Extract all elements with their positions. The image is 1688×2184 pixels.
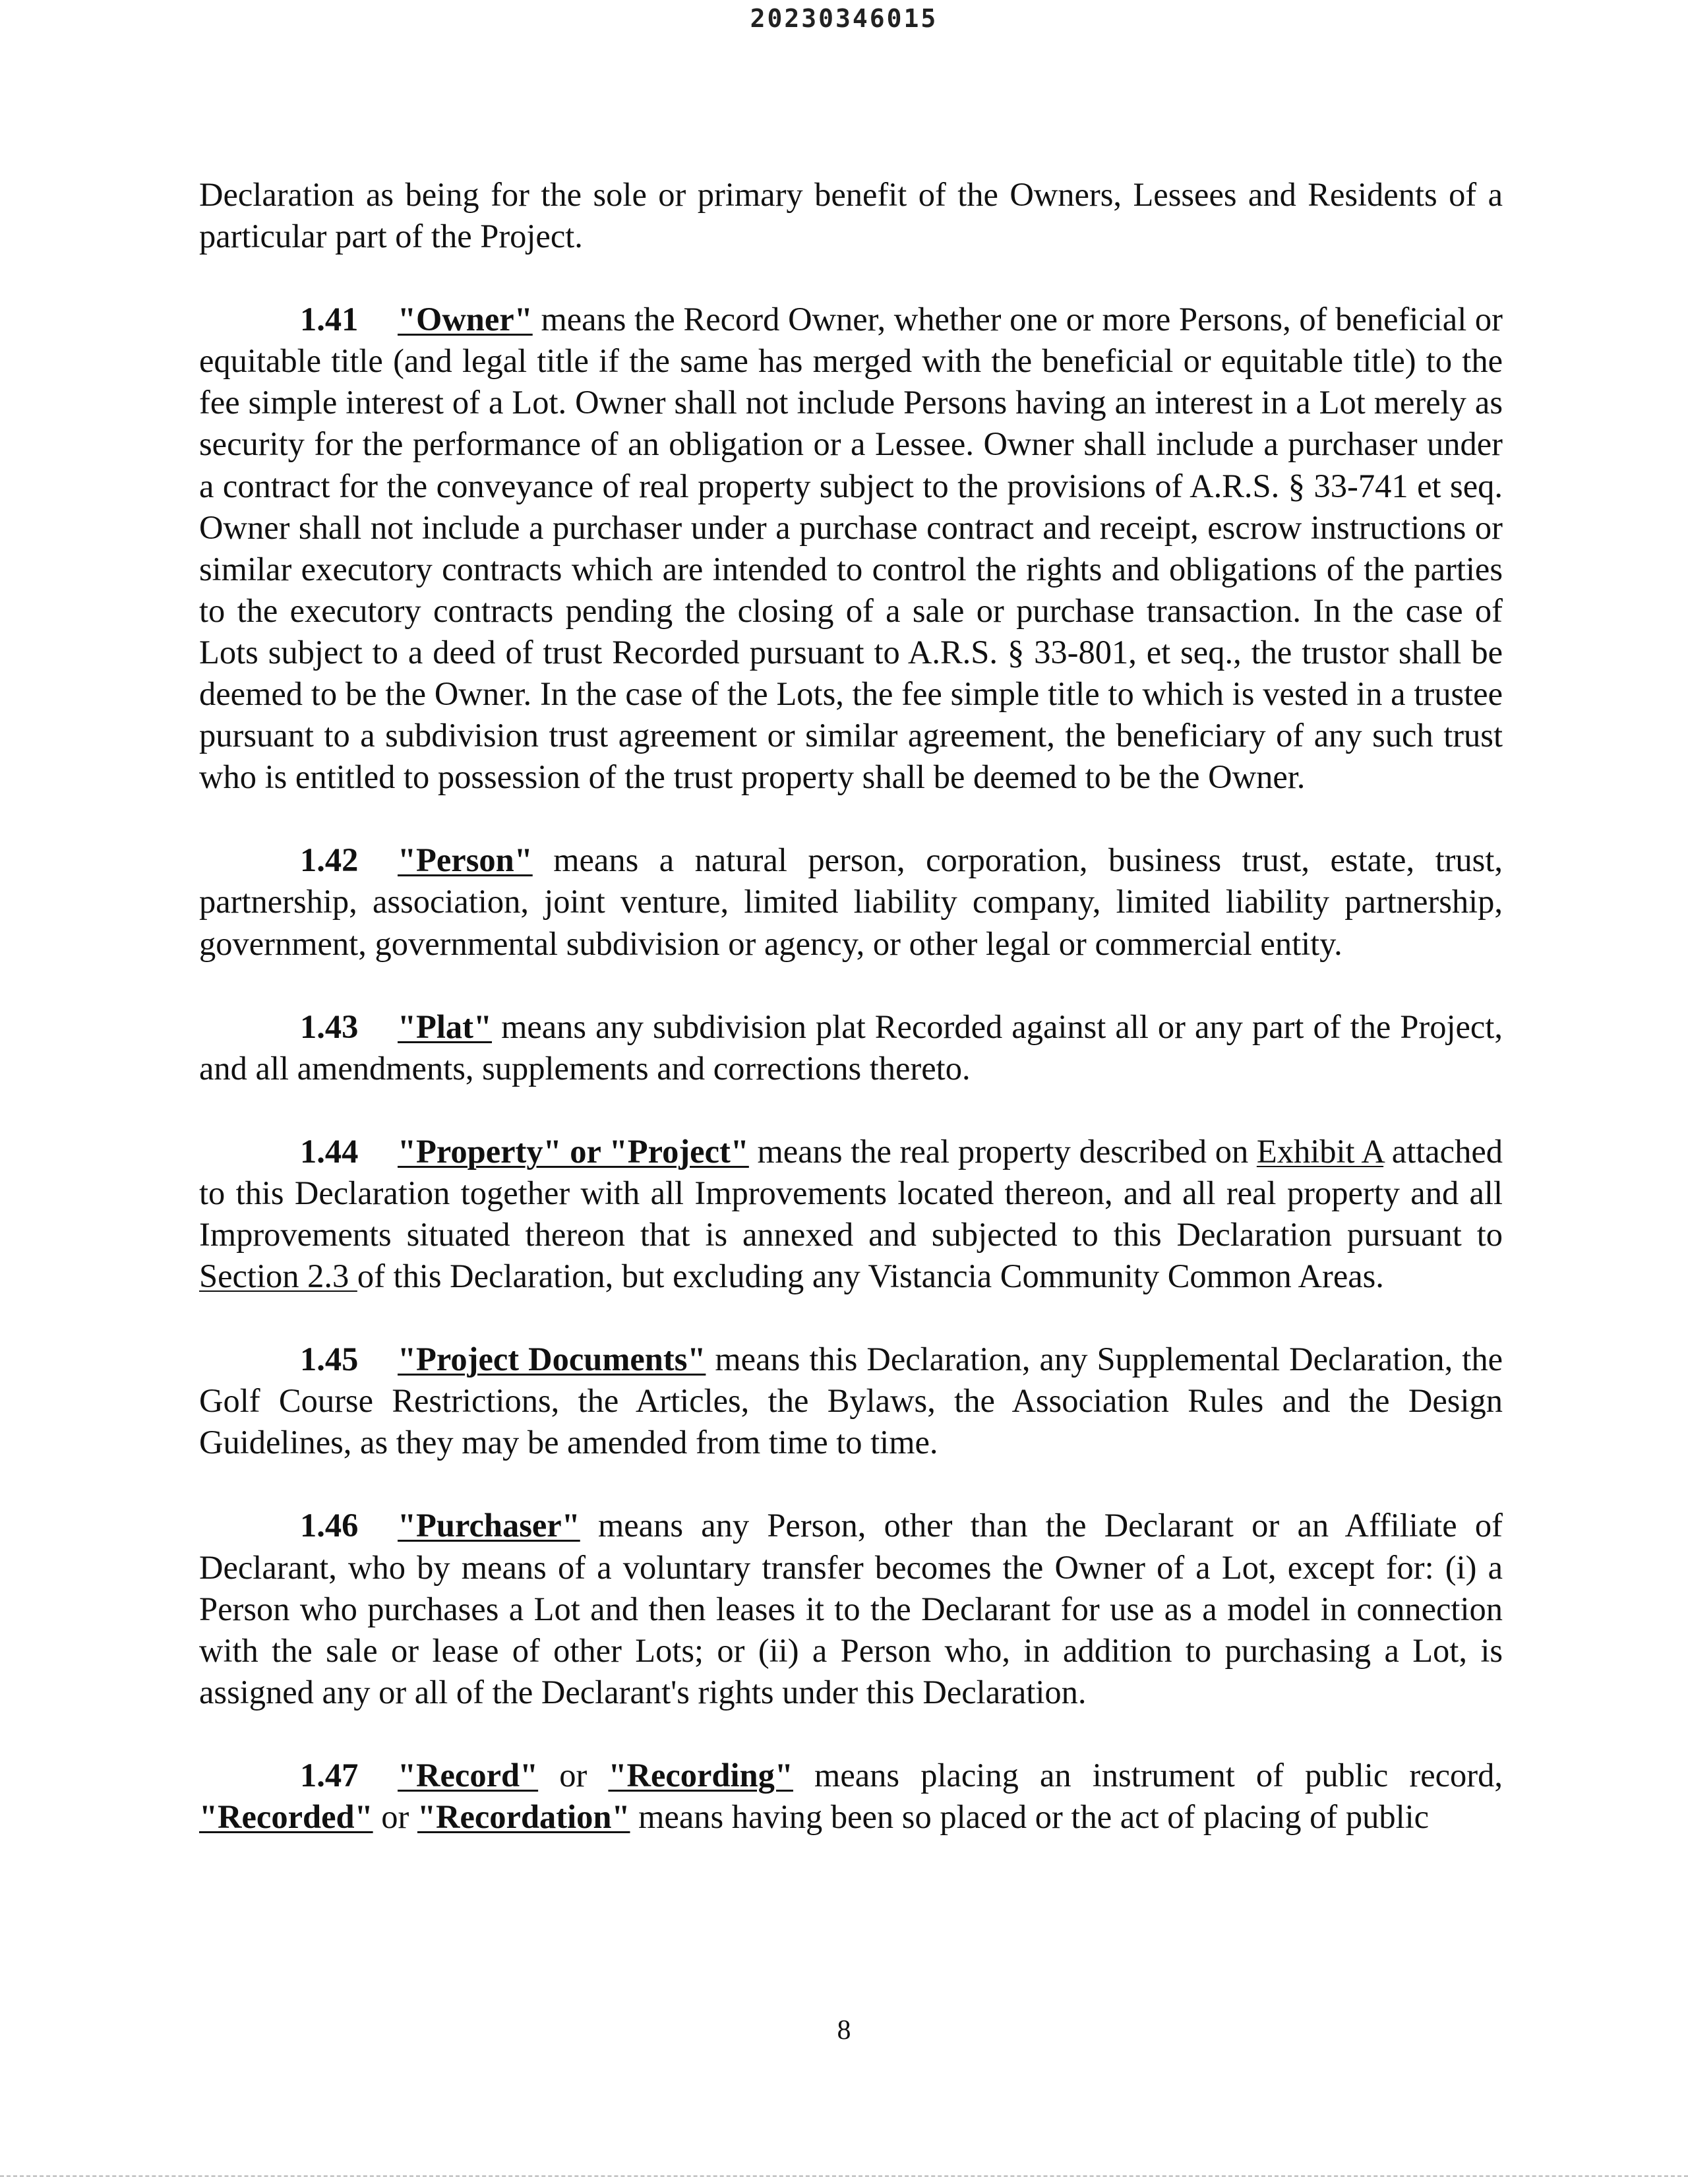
section-1-43 <box>199 1006 1503 1089</box>
section-number: 1.44 <box>300 1132 359 1170</box>
section-text: means any subdivision plat Recorded against all or any part of the Project, and all amendments, supplements and corrections thereto. <box>199 1008 1503 1087</box>
defined-term-recordation: "Recordation" <box>417 1798 630 1835</box>
section-text: means any Person, other than the Declarant or an Affiliate of Declarant, who by means of a voluntary transfer becomes the Owner of a Lot, except for: (i) a Person who purchases a Lot and then leases it to the Declarant for use as a model in connection with the sale or lease of other Lots; or (ii) a Person who, in addition to purchasing a Lot, is assigned any or all of the Declarant's rights under this Declaration. <box>199 1507 1503 1711</box>
section-text: or <box>373 1798 417 1835</box>
section-1-42 <box>199 839 1503 964</box>
section-text: of this Declaration, but excluding any Vistancia Community Common Areas. <box>357 1258 1384 1295</box>
document-recording-number: 20230346015 <box>750 4 938 33</box>
section-text: means placing an instrument of public record, <box>793 1756 1503 1794</box>
defined-term-project-documents: "Project Documents" <box>398 1341 706 1378</box>
section-number: 1.41 <box>300 301 359 338</box>
section-text: means having been so placed or the act of placing of public <box>630 1798 1430 1835</box>
defined-term-owner: "Owner" <box>398 301 533 338</box>
continuation-paragraph: Declaration as being for the sole or primary benefit of the Owners, Lessees and Residents of a particular part of the Project. <box>199 176 1503 255</box>
section-number: 1.46 <box>300 1507 359 1544</box>
defined-term-recorded: "Recorded" <box>199 1798 373 1835</box>
defined-term-purchaser: "Purchaser" <box>398 1507 580 1544</box>
section-1-41 <box>199 299 1503 798</box>
scan-edge-divider <box>0 2175 1688 2177</box>
section-1-47 <box>199 1755 1503 1838</box>
section-text: means this Declaration, any Supplemental Declaration, the Golf Course Restrictions, the Articles, the Bylaws, the Association Rules and the Design Guidelines, as they may be amended from time to time. <box>199 1341 1503 1461</box>
section-number: 1.42 <box>300 841 359 879</box>
defined-term-person: "Person" <box>398 841 533 879</box>
section-2-3-reference: Section 2.3 <box>199 1258 357 1295</box>
defined-term-recording: "Recording" <box>608 1756 793 1794</box>
section-number: 1.47 <box>300 1756 359 1794</box>
section-text: attached to this Declaration together with all Improvements located thereon, and all real property and all Improvements situated thereon that is annexed and subjected to this Declaration pursuant to <box>199 1132 1503 1253</box>
defined-term-plat: "Plat" <box>398 1008 493 1045</box>
section-text: means the real property described on <box>748 1132 1257 1170</box>
section-text: means the Record Owner, whether one or more Persons, of beneficial or equitable title (and legal title if the same has merged with the beneficial or equitable title) to the fee simple interest of a Lot. Owner shall not include Persons having an interest in a Lot merely as security for the performance of an obligation or a Lessee. Owner shall include a purchaser under a contract for the conveyance of real property subject to the provisions of A.R.S. § 33-741 et seq. Owner shall not include a purchaser under a purchase contract and receipt, escrow instructions or similar executory contracts which are intended to control the rights and obligations of the parties to the executory contracts pending the closing of a sale or purchase transaction. In the case of Lots subject to a deed of trust Recorded pursuant to A.R.S. § 33-801, et seq., the trustor shall be deemed to be the Owner. In the case of the Lots, the fee simple title to which is vested in a trustee pursuant to a subdivision trust agreement or similar agreement, the beneficiary of any such trust who is entitled to possession of the trust property shall be deemed to be the Owner. <box>199 301 1503 796</box>
section-number: 1.43 <box>300 1008 359 1045</box>
exhibit-a-reference: Exhibit A <box>1256 1132 1384 1170</box>
page-number: 8 <box>837 2015 851 2046</box>
section-1-46 <box>199 1505 1503 1713</box>
defined-term-property-project: "Property" or "Project" <box>398 1132 749 1170</box>
section-text: means a natural person, corporation, business trust, estate, trust, partnership, association, joint venture, limited liability company, limited liability partnership, government, governmental subdivision or agency, or other legal or commercial entity. <box>199 841 1503 962</box>
document-body <box>199 174 1503 1879</box>
section-1-45 <box>199 1339 1503 1463</box>
section-number: 1.45 <box>300 1341 359 1378</box>
section-1-44 <box>199 1131 1503 1297</box>
defined-term-record: "Record" <box>398 1756 539 1794</box>
section-text: or <box>538 1756 609 1794</box>
